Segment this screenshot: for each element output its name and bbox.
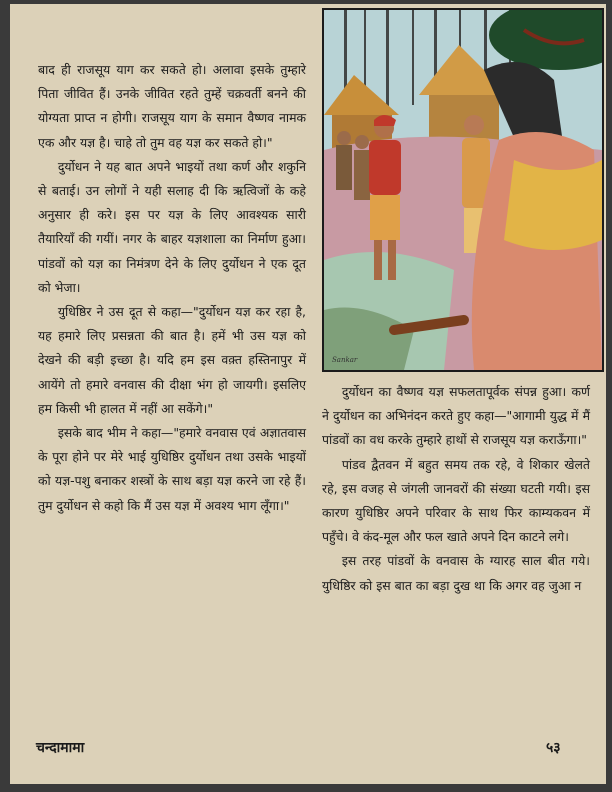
page-number: ५३ (546, 740, 561, 756)
illustration-artwork (324, 10, 602, 370)
paragraph-5: दुर्योधन का वैष्णव यज्ञ सफलतापूर्वक संपन्न हुआ। कर्ण ने दुर्योधन का अभिनंदन करते हुए कहा—"आगामी युद्ध में मैं पांडवों का वध करके तुम्हारे हाथों से राजसूय यज्ञ कराऊँगा।" (322, 384, 590, 448)
paragraph-7: इस तरह पांडवों के वनवास के ग्यारह साल बीत गये। युधिष्ठिर को इस बात का बड़ा दुख था कि अगर वह जुआ न (322, 553, 590, 593)
left-text-column (38, 58, 306, 518)
artist-signature: Sankar (332, 356, 358, 364)
paragraph-3: युधिष्ठिर ने उस दूत से कहा—"दुर्योधन यज्ञ कर रहा है, यह हमारे लिए प्रसन्नता की बात है। हमें भी उस यज्ञ को देखने की बड़ी इच्छा है। यदि हम इस वक़्त हस्तिनापुर में आयेंगे तो हमारे वनवास की दीक्षा भंग हो जायगी। इसलिए हम किसी भी हालत में नहीं आ सकेंगे।" (38, 304, 306, 416)
story-illustration (322, 8, 604, 372)
paragraph-6: पांडव द्वैतवन में बहुत समय तक रहे, वे शिकार खेलते रहे, इस वजह से जंगली जानवरों की संख्या घटती गयी। इस कारण युधिष्ठिर अपने परिवार के साथ फिर काम्यकवन में पहुँचे। वे कंद-मूल और फल खाते अपने दिन काटने लगे। (322, 456, 590, 545)
paragraph-2: दुर्योधन ने यह बात अपने भाइयों तथा कर्ण और शकुनि से बताई। उन लोगों ने यही सलाह दी कि ऋत्विजों के कहे अनुसार ही करे। इस पर यज्ञ के लिए आवश्यक सारी तैयारियाँ की गयीं। नगर के बाहर यज्ञशाला का निर्माण हुआ। पांडवों को यज्ञ का निमंत्रण देने के लिए दुर्योधन ने एक दूत को भेजा। (38, 158, 306, 295)
paragraph-4: इसके बाद भीम ने कहा—"हमारे वनवास एवं अज्ञातवास के पूरा होने पर मेरे भाई युधिष्ठिर दुर्योधन तथा उसके भाइयों को यज्ञ-पशु बनाकर शस्त्रों के साथ बड़ा यज्ञ करने जा रहे हैं। तुम दुर्योधन से कहो कि मैं उस यज्ञ में अवश्य भाग लूँगा।" (38, 425, 306, 513)
magazine-name: चन्दामामा (36, 740, 85, 756)
right-text-column (322, 380, 590, 598)
paragraph-1: बाद ही राजसूय याग कर सकते हो। अलावा इसके तुम्हारे पिता जीवित हैं। उनके जीवित रहते तुम्हें चक्रवर्ती बनने की योग्यता प्राप्त न होगी। राजसूय याग के समान वैष्णव नामक एक और यज्ञ है। चाहे तो तुम वह यज्ञ कर सकते हो।" (38, 62, 306, 150)
